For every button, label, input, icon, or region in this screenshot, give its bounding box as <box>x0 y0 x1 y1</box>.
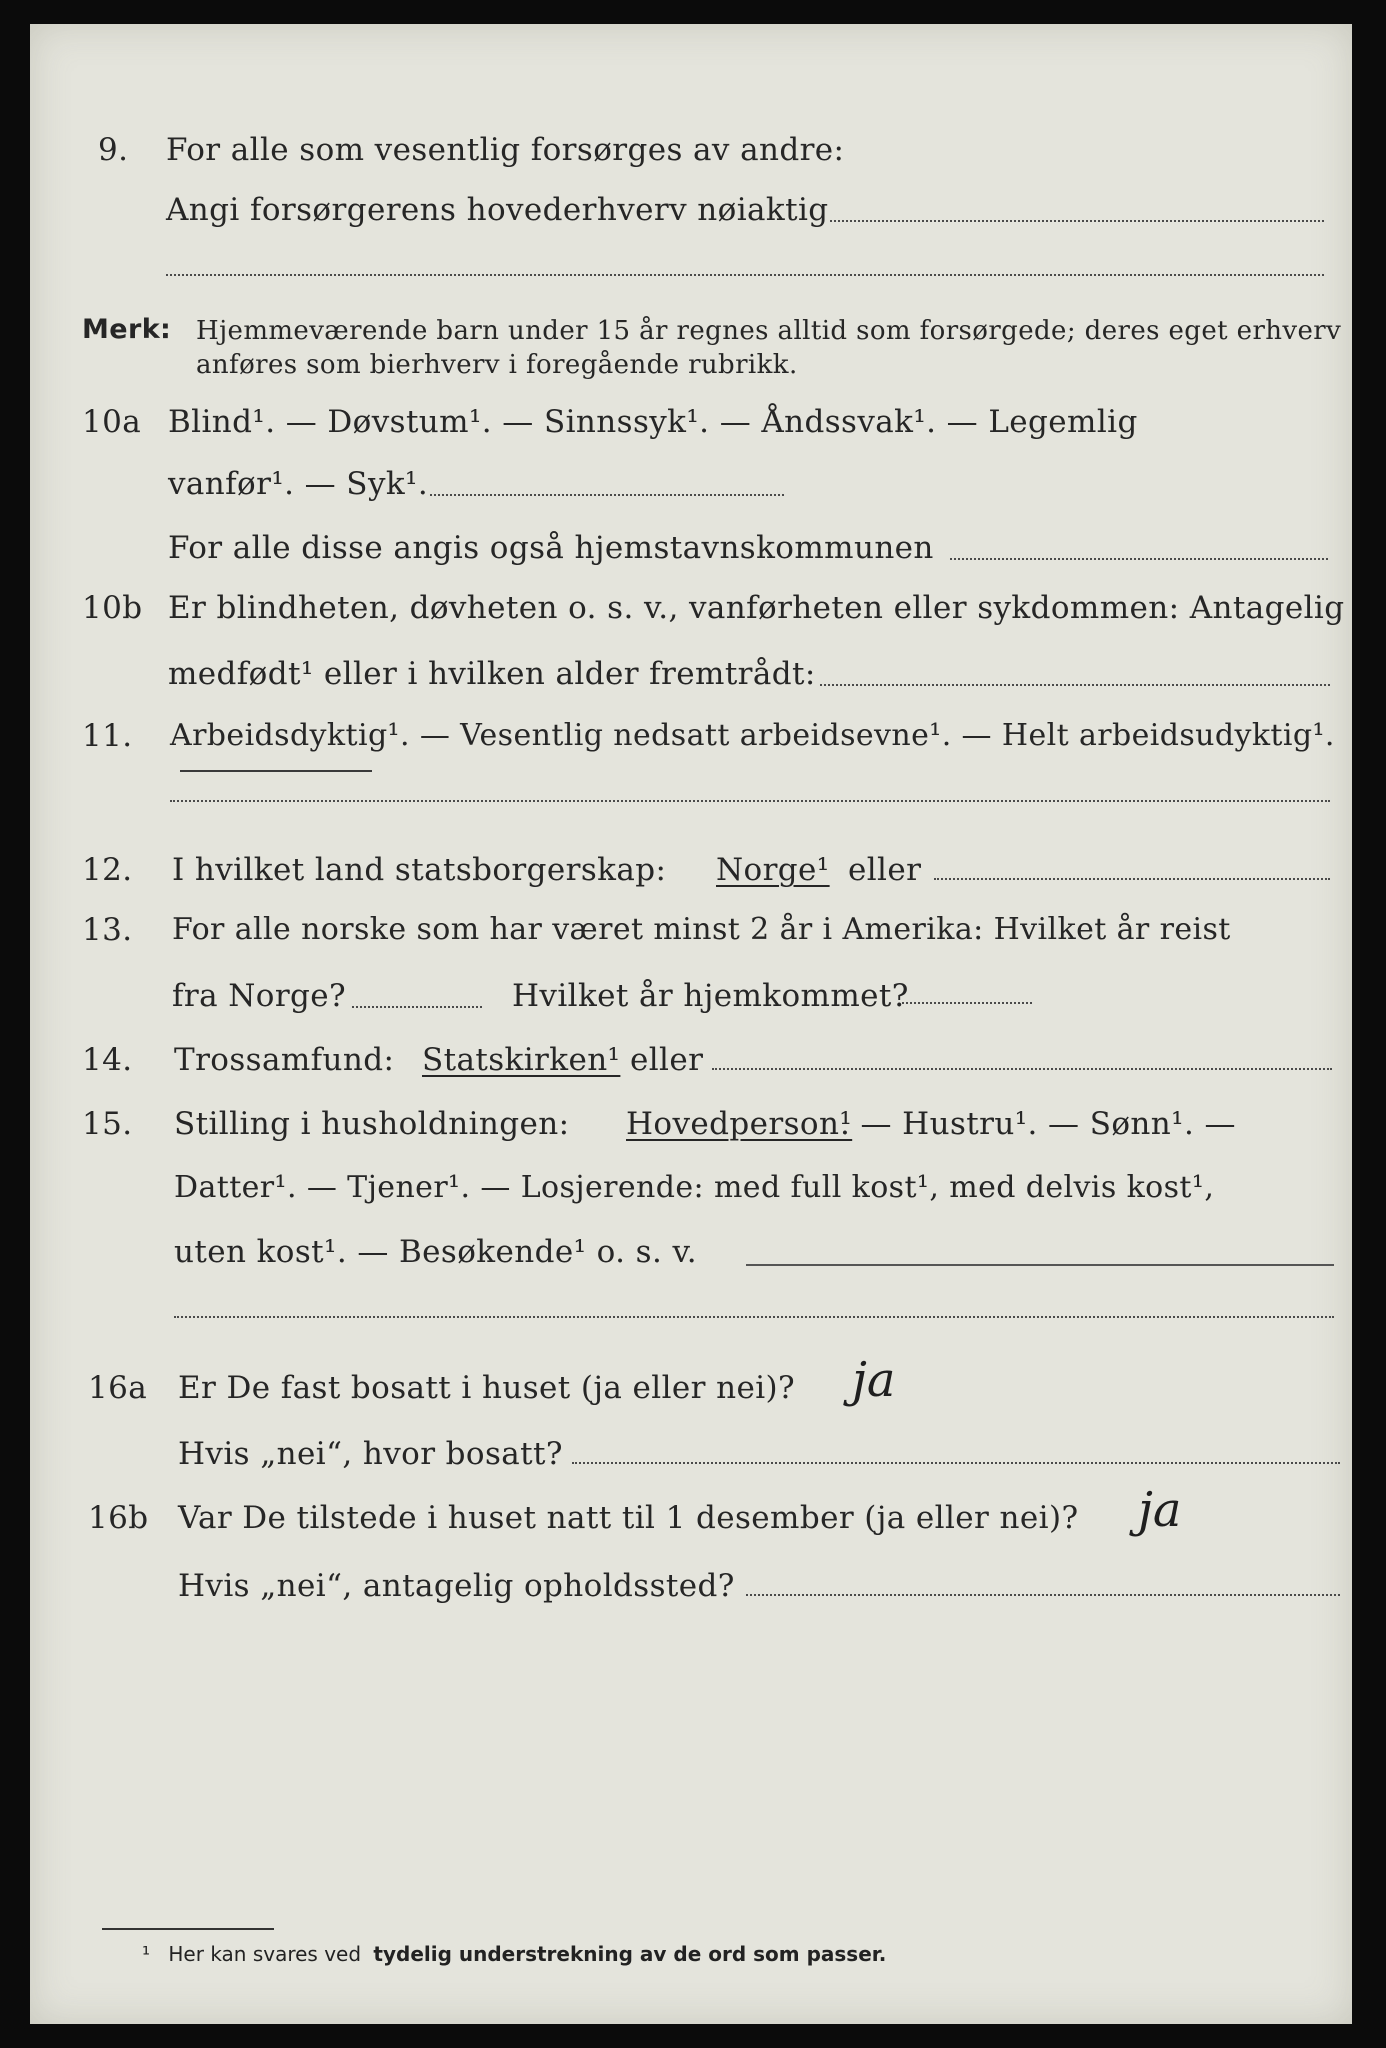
footnote-rule <box>102 1928 274 1930</box>
census-form-page <box>30 24 1352 2024</box>
question-text: Er blindheten, døvheten o. s. v., vanførheten eller sykdommen: Antagelig <box>168 590 1345 626</box>
question-text: eller <box>630 1042 704 1078</box>
selected-answer: Hovedperson¹ <box>626 1106 853 1142</box>
answer-field-dotted[interactable] <box>170 800 1330 802</box>
question-text: . — Hustru¹. — Sønn¹. — <box>840 1106 1236 1142</box>
question-number: 11. <box>82 718 133 754</box>
question-text: vanfør¹. — Syk¹. <box>168 466 429 502</box>
question-number: 14. <box>82 1042 133 1078</box>
question-number: 16a <box>88 1370 148 1406</box>
answer-field-dotted[interactable] <box>430 494 784 496</box>
answer-field-dotted[interactable] <box>166 274 1324 276</box>
footnote <box>142 1942 886 1966</box>
question-number: 10b <box>82 590 143 626</box>
question-text: medfødt¹ eller i hvilken alder fremtrådt: <box>168 656 816 692</box>
question-text: Hvis „nei“, hvor bosatt? <box>178 1436 563 1472</box>
question-text: Var De tilstede i huset natt til 1 desember (ja eller nei)? <box>178 1500 1079 1536</box>
question-number: 12. <box>82 852 133 888</box>
question-text: For alle som vesentlig forsørges av andre: <box>166 132 845 168</box>
answer-field-dotted[interactable] <box>746 1594 1340 1596</box>
question-text: uten kost¹. — Besøkende¹ o. s. v. <box>174 1234 697 1270</box>
question-text: For alle disse angis også hjemstavnskommunen <box>168 530 934 566</box>
question-text: Datter¹. — Tjener¹. — Losjerende: med full kost¹, med delvis kost¹, <box>174 1170 1215 1205</box>
question-text: I hvilket land statsborgerskap: <box>172 852 667 888</box>
question-text: Er De fast bosatt i huset (ja eller nei)? <box>178 1370 796 1406</box>
answer-field-dotted[interactable] <box>902 1002 1032 1004</box>
question-number: 9. <box>98 132 129 168</box>
question-text: fra Norge? <box>172 978 347 1014</box>
question-text: Stilling i husholdningen: <box>174 1106 570 1142</box>
handwritten-answer: ja <box>1138 1482 1182 1538</box>
question-text: Hvilket år hjemkommet? <box>512 978 909 1014</box>
question-number: 10a <box>82 404 142 440</box>
footnote-emphasis: tydelig understrekning av de ord som passer. <box>373 1942 887 1966</box>
answer-field-dotted[interactable] <box>950 558 1328 560</box>
handwritten-answer: ja <box>852 1352 896 1408</box>
footnote-text: Her kan svares ved <box>168 1942 362 1966</box>
note-text: anføres som bierhverv i foregående rubrikk. <box>196 350 798 380</box>
note-label: Merk: <box>82 314 172 345</box>
footnote-mark: ¹ <box>142 1942 151 1966</box>
answer-field-dotted[interactable] <box>712 1068 1332 1070</box>
question-number: 15. <box>82 1106 133 1142</box>
answer-field-dotted[interactable] <box>934 878 1330 880</box>
question-text: Trossamfund: <box>174 1042 395 1078</box>
question-text: Blind¹. — Døvstum¹. — Sinnssyk¹. — Åndssvak¹. — Legemlig <box>168 404 1138 440</box>
note-text: Hjemmeværende barn under 15 år regnes alltid som forsørgede; deres eget erhverv <box>196 316 1342 346</box>
answer-field-dotted[interactable] <box>352 1006 482 1008</box>
question-text: eller <box>848 852 922 888</box>
question-text: For alle norske som har været minst 2 år i Amerika: Hvilket år reist <box>172 912 1231 947</box>
selected-answer: Statskirken¹ <box>422 1042 621 1078</box>
question-number: 16b <box>88 1500 149 1536</box>
question-text: Angi forsørgerens hovederhverv nøiaktig <box>166 192 829 228</box>
selected-answer: Norge¹ <box>716 852 830 888</box>
answer-field-dotted[interactable] <box>572 1462 1340 1464</box>
question-number: 13. <box>82 912 133 948</box>
question-text: Hvis „nei“, antagelig opholdssted? <box>178 1568 735 1604</box>
answer-field-dotted[interactable] <box>830 220 1324 222</box>
answer-line[interactable] <box>746 1264 1334 1266</box>
handwritten-underline <box>180 770 372 772</box>
answer-field-dotted[interactable] <box>174 1316 1334 1318</box>
question-text: Arbeidsdyktig¹. — Vesentlig nedsatt arbeidsevne¹. — Helt arbeidsudyktig¹. <box>170 718 1335 753</box>
answer-field-dotted[interactable] <box>820 684 1330 686</box>
